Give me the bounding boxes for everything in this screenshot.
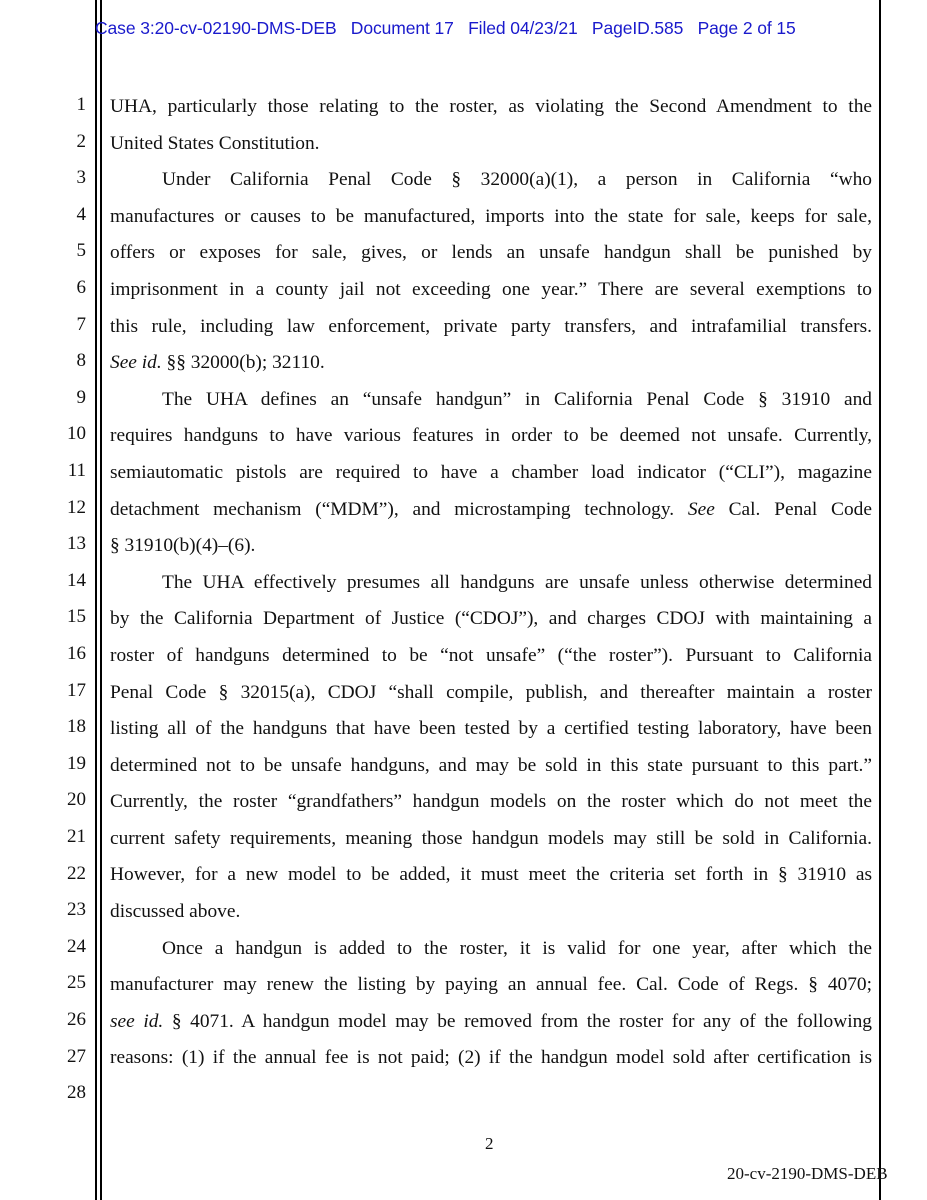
line-text: detachment mechanism (“MDM”), and microstamping technology. bbox=[110, 498, 688, 520]
text-line bbox=[110, 126, 872, 163]
text-line bbox=[110, 528, 872, 565]
citation-signal: See bbox=[687, 498, 715, 520]
line-number: 25 bbox=[67, 972, 86, 994]
line-number: 19 bbox=[67, 752, 86, 774]
text-line bbox=[110, 89, 872, 126]
line-number: 16 bbox=[67, 643, 86, 664]
line-number: 28 bbox=[67, 1082, 86, 1104]
line-number: 3 bbox=[76, 167, 86, 189]
line-text: semiautomatic pistols are required to have a chamber load indicator (“CLI”), magazine bbox=[110, 461, 872, 483]
text-line bbox=[110, 894, 872, 931]
text-line bbox=[110, 199, 872, 236]
line-text: United States Constitution. bbox=[110, 132, 320, 154]
line-number: 10 bbox=[67, 423, 86, 445]
line-text: determined not to be unsafe handguns, and may be sold in this state pursuant to this part.” bbox=[110, 754, 872, 776]
text-line bbox=[110, 455, 872, 492]
line-number: 6 bbox=[76, 277, 86, 298]
text-line bbox=[110, 272, 872, 309]
text-line bbox=[110, 492, 872, 529]
text-line bbox=[110, 784, 872, 821]
left-margin-rule-inner bbox=[100, 0, 102, 1200]
page-number: 2 bbox=[485, 1134, 494, 1153]
line-text: Penal Code § 32015(a), CDOJ “shall compile, publish, and thereafter maintain a roster bbox=[110, 681, 872, 703]
line-text: imprisonment in a county jail not exceeding one year.” There are several exemptions to bbox=[110, 278, 872, 300]
line-number: 2 bbox=[76, 130, 86, 152]
line-number: 5 bbox=[76, 240, 86, 262]
text-line bbox=[110, 675, 872, 712]
right-margin-rule bbox=[879, 0, 881, 1200]
line-text: roster of handguns determined to be “not unsafe” (“the roster”). Pursuant to California bbox=[110, 644, 872, 666]
citation-signal: see id. bbox=[110, 1010, 164, 1032]
line-text: this rule, including law enforcement, private party transfers, and intrafamilial transfers. bbox=[110, 315, 872, 337]
line-text: § 31910(b)(4)–(6). bbox=[110, 535, 256, 557]
text-line bbox=[110, 821, 872, 858]
line-number: 24 bbox=[67, 935, 86, 957]
line-number: 21 bbox=[67, 826, 86, 847]
line-text: offers or exposes for sale, gives, or lends an unsafe handgun shall be punished by bbox=[110, 242, 872, 264]
line-text: Once a handgun is added to the roster, it is valid for one year, after which the bbox=[162, 937, 872, 959]
footer-case-number: 20-cv-2190-DMS-DEB bbox=[727, 1164, 888, 1183]
ecf-header-stamp: Case 3:20-cv-02190-DMS-DEB Document 17 Filed 04/23/21 PageID.585 Page 2 of 15 bbox=[95, 18, 796, 38]
line-number: 12 bbox=[67, 496, 86, 518]
line-text: The UHA defines an “unsafe handgun” in California Penal Code § 31910 and bbox=[162, 388, 872, 410]
text-line bbox=[110, 565, 872, 602]
line-text: The UHA effectively presumes all handguns are unsafe unless otherwise determined bbox=[162, 571, 872, 593]
line-text: by the California Department of Justice (“CDOJ”), and charges CDOJ with maintaining a bbox=[110, 608, 872, 630]
line-text: § 4071. A handgun model may be removed from the roster for any of the following bbox=[163, 1010, 872, 1032]
line-text: Under California Penal Code § 32000(a)(1), a person in California “who bbox=[162, 169, 872, 191]
text-line bbox=[110, 601, 872, 638]
text-line bbox=[110, 857, 872, 894]
text-line bbox=[110, 1040, 872, 1077]
line-number: 11 bbox=[67, 460, 86, 481]
line-text: listing all of the handguns that have been tested by a certified testing laboratory, have been bbox=[110, 718, 872, 740]
text-line bbox=[110, 418, 872, 455]
text-line bbox=[110, 711, 872, 748]
text-line bbox=[110, 1004, 872, 1041]
text-line bbox=[110, 967, 872, 1004]
line-number: 23 bbox=[67, 899, 86, 921]
line-number: 4 bbox=[76, 203, 86, 225]
line-text: Cal. Penal Code bbox=[714, 498, 872, 520]
line-text: manufacturer may renew the listing by paying an annual fee. Cal. Code of Regs. § 4070; bbox=[110, 974, 872, 996]
line-text: requires handguns to have various features in order to be deemed not unsafe. Currently, bbox=[110, 425, 872, 447]
line-text: UHA, particularly those relating to the roster, as violating the Second Amendment to the bbox=[110, 96, 872, 117]
citation-signal: See id. bbox=[110, 352, 162, 374]
line-number: 27 bbox=[67, 1045, 86, 1067]
line-number: 15 bbox=[67, 606, 86, 628]
line-text: discussed above. bbox=[110, 901, 241, 923]
line-text: Currently, the roster “grandfathers” handgun models on the roster which do not meet the bbox=[110, 791, 872, 813]
line-number: 22 bbox=[67, 862, 86, 884]
line-number: 14 bbox=[67, 569, 86, 591]
text-line bbox=[110, 748, 872, 785]
document-body bbox=[110, 89, 872, 1114]
text-line bbox=[110, 235, 872, 272]
line-number: 9 bbox=[76, 386, 86, 408]
line-text: §§ 32000(b); 32110. bbox=[161, 352, 325, 374]
line-text: However, for a new model to be added, it must meet the criteria set forth in § 31910 as bbox=[110, 864, 872, 886]
line-number: 7 bbox=[76, 313, 86, 335]
line-number: 20 bbox=[67, 789, 86, 811]
text-line bbox=[110, 638, 872, 675]
text-line bbox=[110, 382, 872, 419]
line-number: 18 bbox=[67, 716, 86, 738]
line-number: 8 bbox=[76, 350, 86, 372]
left-margin-rule-outer bbox=[95, 0, 97, 1200]
line-text: reasons: (1) if the annual fee is not paid; (2) if the handgun model sold after certification is bbox=[110, 1047, 872, 1069]
line-text: current safety requirements, meaning those handgun models may still be sold in California. bbox=[110, 827, 872, 849]
text-line bbox=[110, 931, 872, 968]
line-number: 1 bbox=[76, 94, 86, 115]
text-line bbox=[110, 309, 872, 346]
text-line bbox=[110, 345, 872, 382]
line-number: 13 bbox=[67, 533, 86, 555]
line-number: 26 bbox=[67, 1009, 86, 1030]
line-text: manufactures or causes to be manufactured, imports into the state for sale, keeps for sale, bbox=[110, 205, 872, 227]
line-number: 17 bbox=[67, 679, 86, 701]
text-line bbox=[110, 162, 872, 199]
text-line bbox=[110, 1077, 872, 1114]
